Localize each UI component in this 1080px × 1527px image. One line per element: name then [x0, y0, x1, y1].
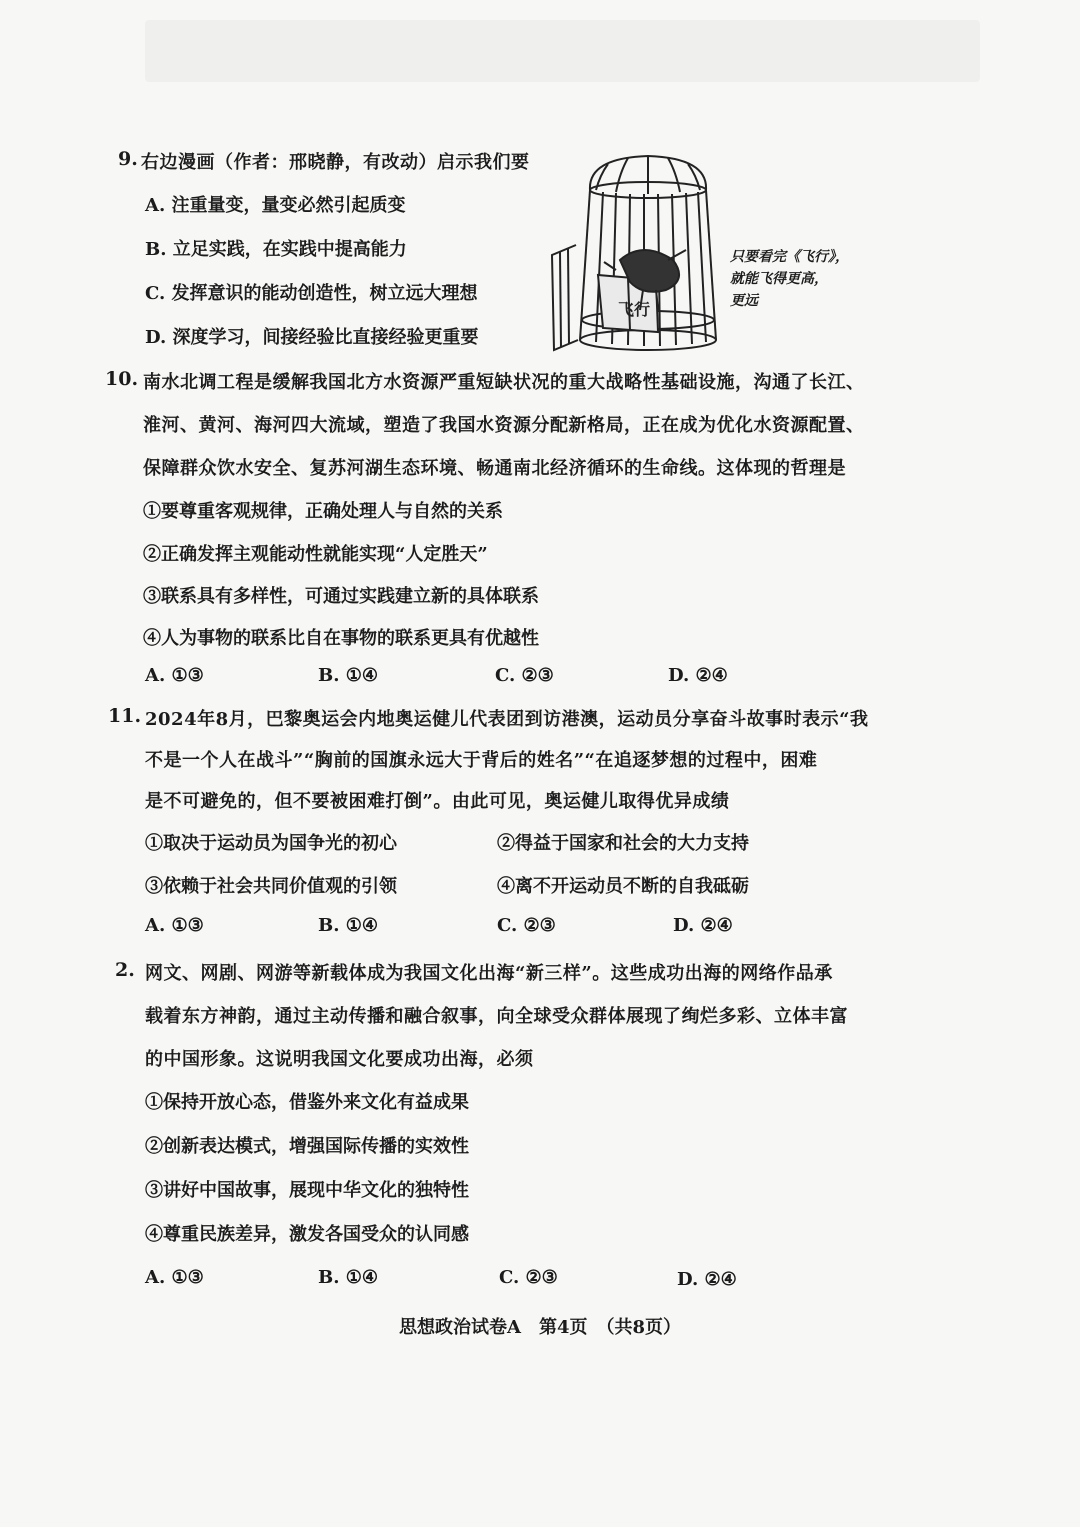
question-10-statement-3: ③联系具有多样性，可通过实践建立新的具体联系: [143, 586, 539, 607]
question-11-choice-d: D. ②④: [673, 915, 733, 936]
question-10-choice-c: C. ②③: [495, 665, 554, 686]
question-12-stem-line-3: 的中国形象。这说明我国文化要成功出海，必须: [145, 1049, 534, 1070]
question-11-statement-3: ③依赖于社会共同价值观的引领: [145, 876, 397, 897]
page-footer: 思想政治试卷A 第4页 （共8页）: [398, 1317, 681, 1338]
scan-smudge: [145, 20, 980, 82]
question-9-option-a: A. 注重量变，量变必然引起质变: [145, 195, 406, 216]
question-10-stem-line-3: 保障群众饮水安全、复苏河湖生态环境、畅通南北经济循环的生命线。这体现的哲理是: [143, 458, 846, 479]
question-12-stem-line-1: 网文、网剧、网游等新载体成为我国文化出海“新三样”。这些成功出海的网络作品承: [145, 963, 833, 984]
question-12-choice-a: A. ①③: [145, 1267, 204, 1288]
cartoon-caption-line-3: 更远: [730, 293, 758, 309]
question-11-number: 11.: [108, 705, 142, 727]
question-9-stem: 右边漫画（作者：邢晓静，有改动）启示我们要: [141, 152, 530, 173]
question-11-statement-1: ①取决于运动员为国争光的初心: [145, 833, 397, 854]
question-11-stem-line-2: 不是一个人在战斗”“胸前的国旗永远大于背后的姓名”“在追逐梦想的过程中，困难: [145, 750, 818, 771]
question-9-number: 9.: [118, 148, 138, 170]
question-10-choice-a: A. ①③: [145, 665, 204, 686]
question-11-stem-line-1: 2024年8月，巴黎奥运会内地奥运健儿代表团到访港澳，运动员分享奋斗故事时表示“我: [145, 709, 869, 730]
question-9-option-d: D. 深度学习，间接经验比直接经验更重要: [145, 327, 479, 348]
cartoon-caption-line-1: 只要看完《飞行》，: [730, 249, 849, 265]
question-11-choice-a: A. ①③: [145, 915, 204, 936]
question-11-choice-c: C. ②③: [497, 915, 556, 936]
question-12-stem-line-2: 载着东方神韵，通过主动传播和融合叙事，向全球受众群体展现了绚烂多彩、立体丰富: [145, 1006, 848, 1027]
question-11-statement-2: ②得益于国家和社会的大力支持: [497, 833, 749, 854]
question-12-number: 2.: [115, 959, 135, 981]
question-11-statement-4: ④离不开运动员不断的自我砥砺: [497, 876, 749, 897]
question-10-number: 10.: [105, 368, 139, 390]
cartoon-caption-line-2: 就能飞得更高，: [730, 271, 828, 287]
question-9-option-c: C. 发挥意识的能动创造性，树立远大理想: [145, 283, 478, 304]
question-10-statement-4: ④人为事物的联系比自在事物的联系更具有优越性: [143, 628, 539, 649]
question-10-choice-d: D. ②④: [668, 665, 728, 686]
question-10-stem-line-1: 南水北调工程是缓解我国北方水资源严重短缺状况的重大战略性基础设施，沟通了长江、: [143, 372, 865, 393]
question-10-statement-2: ②正确发挥主观能动性就能实现“人定胜天”: [143, 544, 488, 565]
question-9-option-b: B. 立足实践，在实践中提高能力: [145, 239, 407, 260]
question-11-choice-b: B. ①④: [318, 915, 379, 936]
question-12-choice-b: B. ①④: [318, 1267, 379, 1288]
question-12-statement-2: ②创新表达模式，增强国际传播的实效性: [145, 1136, 469, 1157]
question-12-statement-1: ①保持开放心态，借鉴外来文化有益成果: [145, 1092, 469, 1113]
question-10-statement-1: ①要尊重客观规律，正确处理人与自然的关系: [143, 501, 503, 522]
question-10-choice-b: B. ①④: [318, 665, 379, 686]
question-12-statement-3: ③讲好中国故事，展现中华文化的独特性: [145, 1180, 469, 1201]
question-12-statement-4: ④尊重民族差异，激发各国受众的认同感: [145, 1224, 469, 1245]
question-11-stem-line-3: 是不可避免的，但不要被困难打倒”。由此可见，奥运健儿取得优异成绩: [145, 791, 730, 812]
question-12-choice-c: C. ②③: [499, 1267, 558, 1288]
cartoon-book-text: 飞行: [618, 300, 651, 319]
question-10-stem-line-2: 淮河、黄河、海河四大流域，塑造了我国水资源分配新格局，正在成为优化水资源配置、: [143, 415, 865, 436]
question-12-choice-d: D. ②④: [677, 1269, 737, 1290]
